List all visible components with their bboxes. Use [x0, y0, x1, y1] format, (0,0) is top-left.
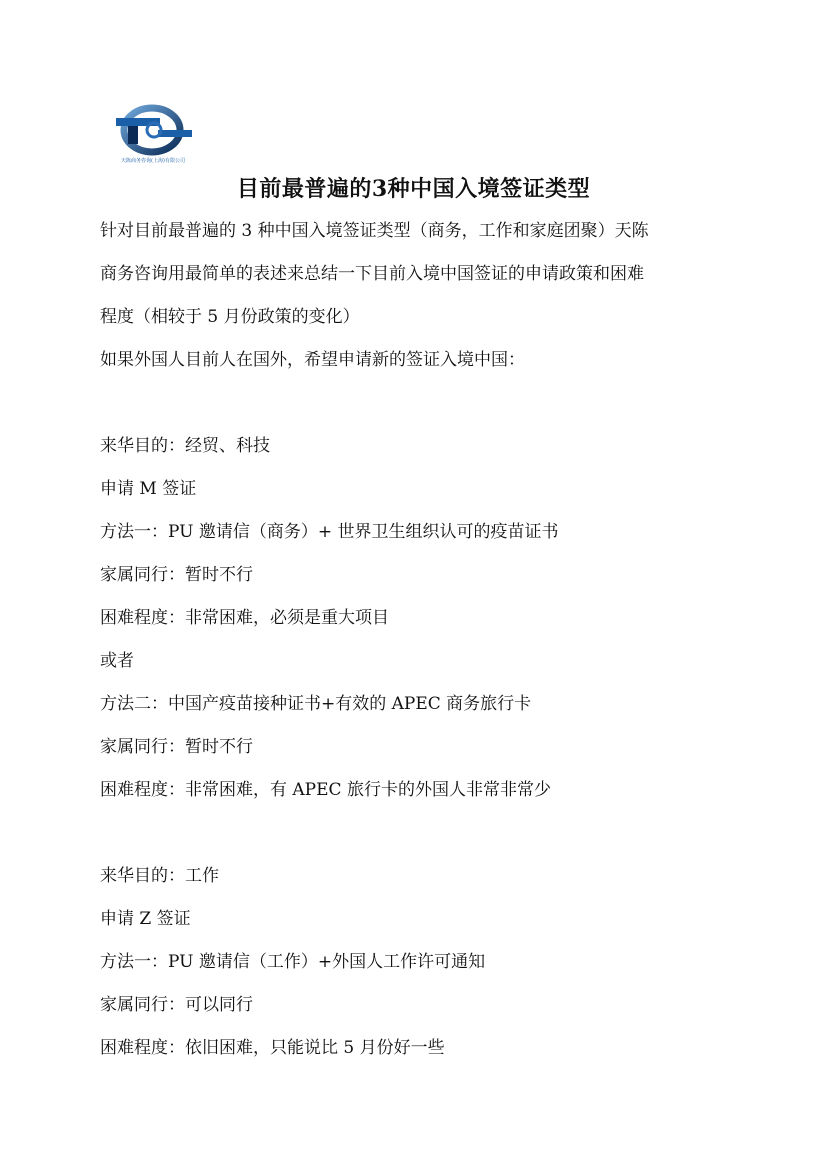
section1-apply: 申请 M 签证 — [100, 479, 197, 499]
section2-purpose: 来华目的：工作 — [100, 866, 219, 886]
blank-line — [100, 812, 736, 855]
section2-difficulty1: 困难程度：依旧困难，只能说比 5 月份好一些 — [100, 1038, 445, 1058]
blank-line — [100, 382, 736, 425]
intro-line-4: 如果外国人目前人在国外，希望申请新的签证入境中国： — [100, 350, 525, 370]
section1-difficulty1: 困难程度：非常困难，必须是重大项目 — [100, 608, 389, 628]
intro-line-1: 针对目前最普遍的 3 种中国入境签证类型（商务，工作和家庭团聚）天陈 — [100, 221, 649, 241]
logo-caption: 天陈商务咨询(上海)有限公司 — [121, 158, 185, 164]
section1-difficulty2: 困难程度：非常困难，有 APEC 旅行卡的外国人非常非常少 — [100, 780, 551, 800]
section2-method1: 方法一：PU 邀请信（工作）+外国人工作许可通知 — [100, 952, 486, 972]
section1-family1: 家属同行：暂时不行 — [100, 565, 253, 585]
intro-line-3: 程度（相较于 5 月份政策的变化） — [100, 307, 360, 327]
company-logo-icon — [108, 100, 198, 166]
section1-purpose: 来华目的：经贸、科技 — [100, 436, 270, 456]
document-body — [100, 210, 736, 1070]
section2-apply: 申请 Z 签证 — [100, 909, 191, 929]
section1-method2: 方法二：中国产疫苗接种证书+有效的 APEC 商务旅行卡 — [100, 694, 532, 714]
section1-or: 或者 — [100, 651, 134, 671]
section1-method1: 方法一：PU 邀请信（商务）+ 世界卫生组织认可的疫苗证书 — [100, 522, 559, 542]
intro-line-2: 商务咨询用最简单的表述来总结一下目前入境中国签证的申请政策和困难 — [100, 264, 644, 284]
document-title: 目前最普遍的3种中国入境签证类型 — [236, 176, 591, 202]
company-logo — [108, 100, 198, 166]
section1-family2: 家属同行：暂时不行 — [100, 737, 253, 757]
section2-family1: 家属同行：可以同行 — [100, 995, 253, 1015]
